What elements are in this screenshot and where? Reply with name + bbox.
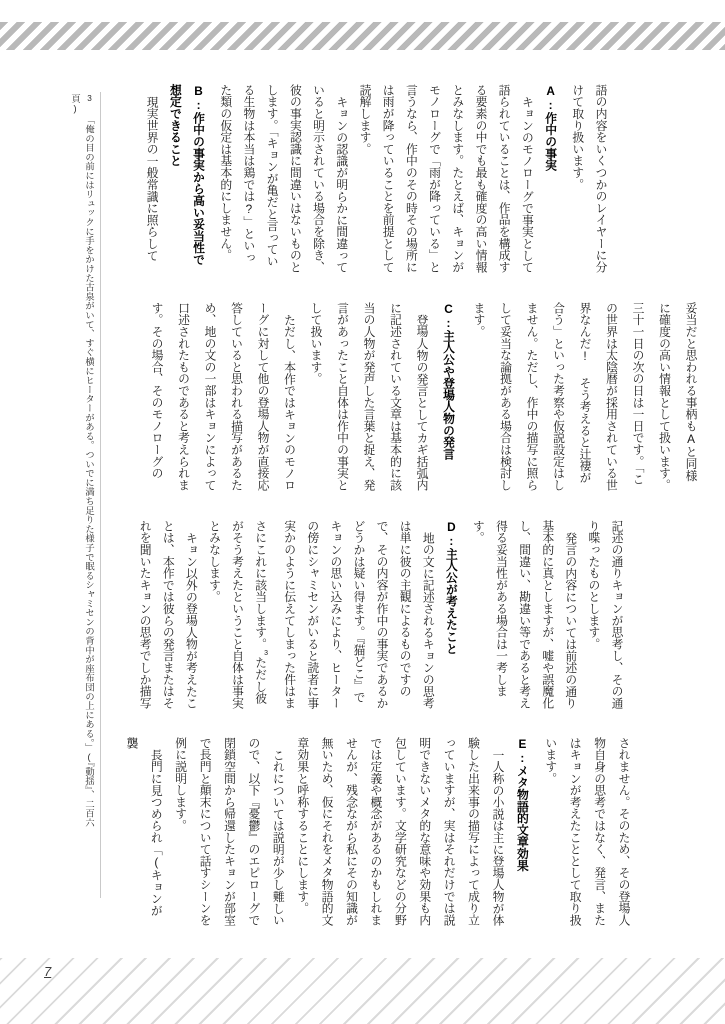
- text-band-1: [142, 84, 612, 273]
- footnote-divider-line: [100, 92, 101, 898]
- paragraph: 発言の内容については前述の通り基本的に真としますが、嘘や誤魔化し、間違い、勘違い等であると考え得る妥当性がある場合は一考します。: [471, 520, 578, 709]
- bottom-hatch-band: [0, 958, 725, 1024]
- footnote-text: 「俺の目の前にはリュックに手をかけた古泉がいて、すぐ横にヒーターがある。ついでに満ち足りた様子で眠るシャミセンの背中が座布団の上にある。」(『動揺』、二百六頁): [70, 94, 94, 828]
- footnote-number: 3: [85, 94, 94, 103]
- section-heading-c: C:主人公や登場人物の発言: [441, 302, 456, 460]
- paragraph-text: 地の文に記述されるキョンの思考は単に彼の主観によるものですので、その内容が作中の事実であるかどうかは疑い得ます。『猫どこ』でキョンの思い込みにより、ヒーターの傍にシャミセンがいると読者に事実かのように伝えてしまった件はまさにこれに該当します。: [253, 520, 436, 709]
- paragraph: ただし、本作ではキョンのモノローグに対して他の登場人物が直接応答していると思われる描写があるため、地の文の一部はキョンによって口述されたものであると考えられます。その場合、そのモノローグの: [150, 302, 297, 491]
- paragraph: これについては説明が少し難しいので、以下『憂鬱』のエピローグで閉鎖空間から帰還したキョンが部室で長門と顛末について話すシーンを例に説明します。: [173, 737, 286, 926]
- paragraph-text: ただし彼がそう考えたということ自体は事実とみなします。: [207, 520, 268, 709]
- text-band-2: [142, 302, 704, 491]
- paragraph: 記述の通りキョンが思考し、その通り喋ったものとします。: [586, 520, 624, 709]
- footnote-reference: 3: [262, 649, 270, 657]
- paragraph: 登場人物の発言としてカギ括弧内に記述されている文章は基本的に該当の人物が発声した言葉と捉え、発言があったこと自体は作中の事実として扱います。: [309, 302, 429, 491]
- text-band-4: [124, 737, 636, 926]
- section-heading-d: D:主人公が考えたこと: [444, 520, 459, 655]
- paragraph: キョンの認識が明らかに間違っていると明示されている場合を除き、彼の事実認識に間違いはないものとします。「キョンが亀だと言っている生物は本当は鶏では?」といった類の仮定は基本的にしません。: [218, 84, 349, 273]
- text-band-3: [140, 520, 628, 709]
- paragraph: 妥当だと思われる事柄もAと同様に確度の高い情報として扱います。三十一日の次の日は一日です。「この世界は太陰暦が採用されている世界なんだ! そう考えると辻褄が合う」といった考察や仮説設定はしません。ただし、作中の描写に照らして妥当な論拠がある場合は検討します。: [472, 302, 698, 491]
- section-heading-b: B:作中の事実から高い妥当性で想定できること: [168, 84, 206, 266]
- section-heading-e: E:メタ物語的文章効果: [515, 737, 530, 872]
- top-hatch-bar: [0, 22, 725, 50]
- section-heading-a: A:作中の事実: [543, 84, 558, 171]
- paragraph: 一人称の小説は主に登場人物が体験した出来事の描写によって成り立っていますが、実はそれだけでは説明できないメタ的な意味や効果も内包しています。文学研究などの分野では定義や概念があるのかもしれませんが、残念ながら私にその知識が無いため、仮にそれをメタ物語的文章効果と呼称することにします。: [295, 737, 505, 926]
- paragraph: 現実世界の一般常識に照らして: [145, 95, 160, 261]
- page-number: 7: [44, 964, 52, 979]
- footnote: [70, 94, 96, 834]
- paragraph-with-footnote: [202, 520, 439, 709]
- paragraph: キョン以外の登場人物が考えたことは、本作では彼らの発言またはそれを聞いたキョンの思考でしか描写: [138, 520, 199, 709]
- paragraph: キョンのモノローグで事実として語られていることは、作品を構成する要素の中でも最も確度の高い情報とみなします。たとえば、キョンがモノローグで「雨が降っている」と言うなら、作中のその時その場所には雨が降っていることを前提として読解します。: [357, 84, 535, 273]
- paragraph: 長門に見つめられ「(キョンが襲: [124, 737, 164, 917]
- paragraph: 語の内容をいくつかのレイヤーに分けて取り扱います。: [570, 84, 608, 273]
- paragraph: されません。そのため、その登場人物自身の思考ではなく、発言、またはキョンが考えたこととして取り扱います。: [543, 737, 631, 926]
